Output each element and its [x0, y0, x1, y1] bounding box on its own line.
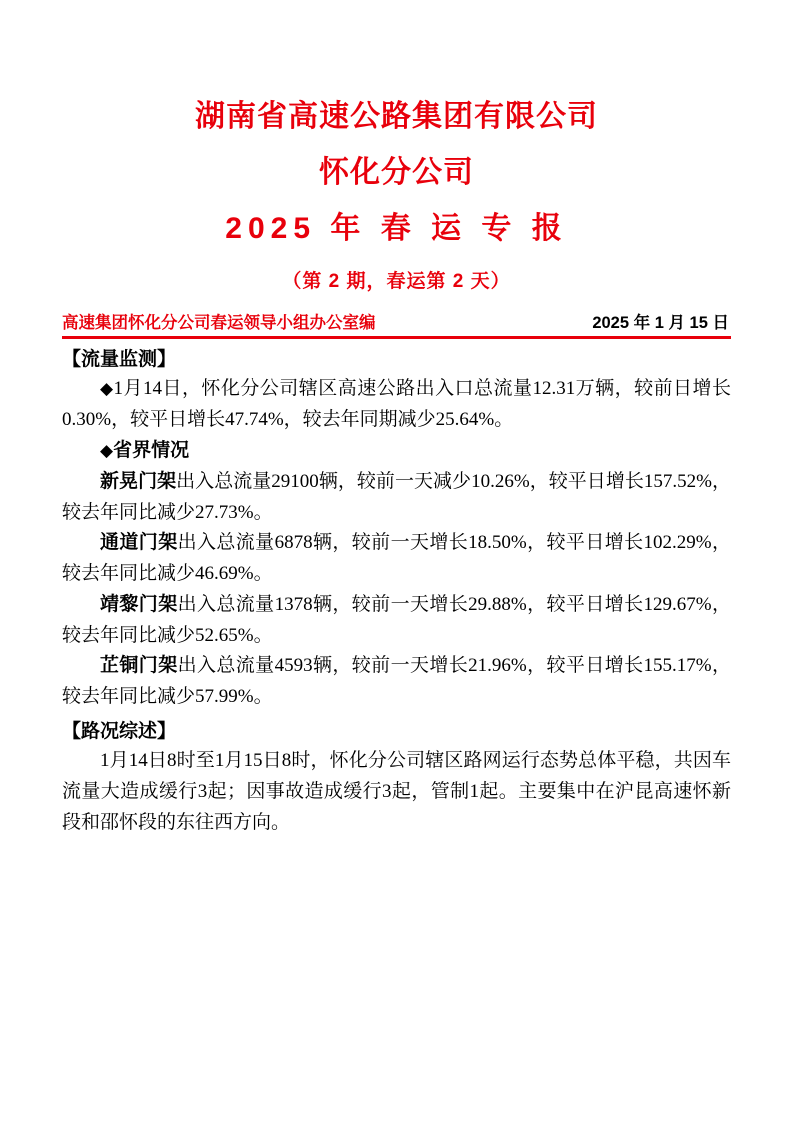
gate-text: 出入总流量29100辆，较前一天减少10.26%，较平日增长157.52%，较去年同比减少27.73%。: [62, 470, 731, 523]
bullet-mark: ◆: [100, 379, 114, 399]
gate-paragraph: [62, 590, 731, 652]
gate-name: 新晃门架: [100, 470, 177, 492]
traffic-summary-paragraph: [62, 374, 731, 436]
section-road-conditions: [62, 717, 731, 839]
section-heading: 【流量监测】: [62, 349, 177, 370]
provincial-border-subheading: [62, 436, 731, 467]
gate-name: 靖黎门架: [100, 593, 178, 615]
bullet-mark-2: ◆: [100, 440, 114, 460]
issuer-name: 高速集团怀化分公司春运领导小组办公室编: [62, 314, 376, 332]
masthead-line-2: 怀化分公司: [319, 156, 474, 189]
gate-paragraph: [62, 528, 731, 590]
masthead-line-1: 湖南省高速公路集团有限公司: [195, 100, 598, 133]
gate-text: 出入总流量1378辆，较前一天增长29.88%，较平日增长129.67%，较去年同比减少52.65%。: [62, 593, 731, 646]
gate-name: 通道门架: [100, 532, 178, 554]
gate-paragraph: [62, 467, 731, 529]
masthead-title: 2025 年 春 运 专 报: [225, 212, 568, 245]
issuer-row: [62, 309, 731, 339]
gate-name: 芷铜门架: [100, 655, 178, 677]
gate-paragraph: [62, 651, 731, 713]
gate-text: 出入总流量6878辆，较前一天增长18.50%，较平日增长102.29%，较去年同比减少46.69%。: [62, 532, 731, 585]
section-traffic-monitoring: [62, 345, 731, 713]
road-conditions-text: 1月14日8时至1月15日8时，怀化分公司辖区路网运行态势总体平稳，共因车流量大造成缓行3起；因事故造成缓行3起，管制1起。主要集中在沪昆高速怀新段和邵怀段的东往西方向。: [62, 750, 731, 833]
issue-date: 2025 年 1 月 15 日: [592, 314, 729, 332]
section-heading: 【路况综述】: [62, 720, 177, 742]
gate-text: 出入总流量4593辆，较前一天增长21.96%，较平日增长155.17%，较去年同比减少57.99%。: [62, 655, 731, 708]
provincial-border-label: 省界情况: [113, 439, 190, 461]
masthead: [62, 102, 731, 293]
masthead-subtitle: （第 2 期，春运第 2 天）: [282, 271, 511, 292]
traffic-summary-text: 1月14日，怀化分公司辖区高速公路出入口总流量12.31万辆，较前日增长0.30%，较平日增长47.74%，较去年同期减少25.64%。: [62, 378, 731, 431]
